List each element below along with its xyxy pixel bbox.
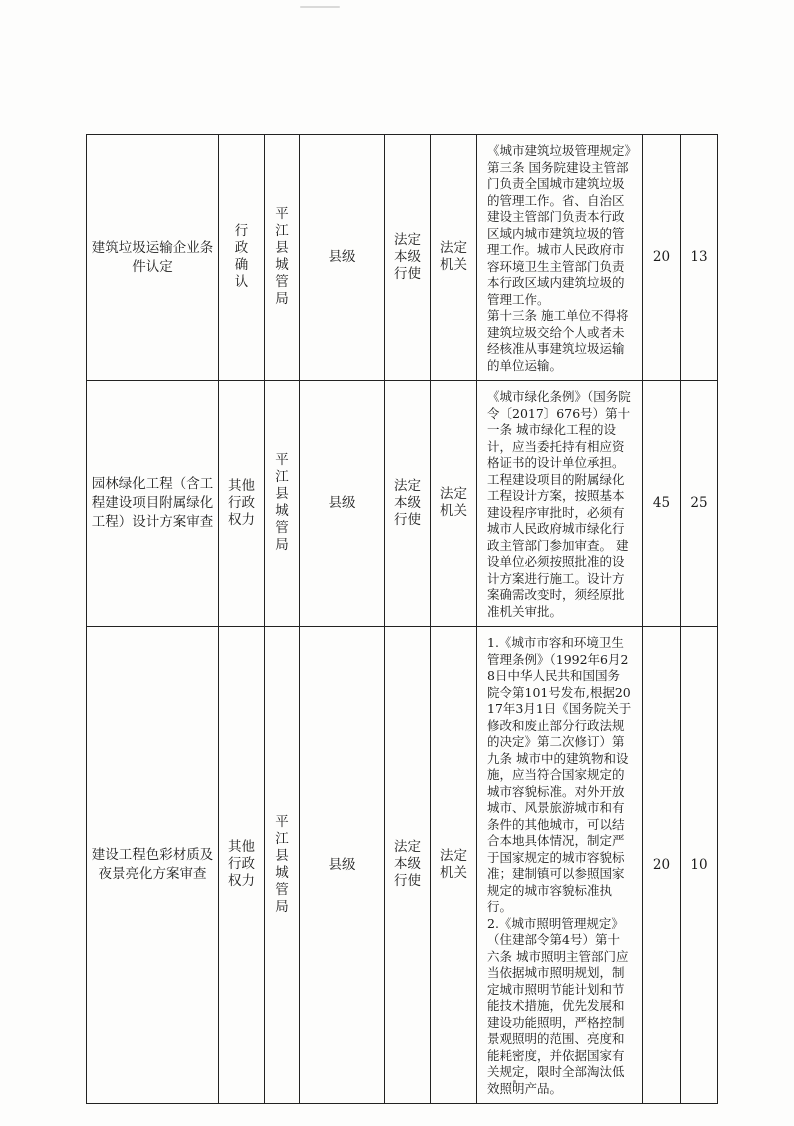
subject-cell: 法定机关 xyxy=(431,627,477,1104)
item-type-cell: 行政确认 xyxy=(219,135,265,381)
exercise-cell: 法定本级行使 xyxy=(385,135,431,381)
table-row xyxy=(87,381,718,627)
exercise-cell: 法定本级行使 xyxy=(385,381,431,627)
item-name-cell: 建筑垃圾运输企业条件认定 xyxy=(87,135,219,381)
level-cell: 县级 xyxy=(300,135,385,381)
subject-cell: 法定机关 xyxy=(431,381,477,627)
department-cell: 平江县城管局 xyxy=(265,381,300,627)
basis-paragraph: 第十三条 施工单位不得将建筑垃圾交给个人或者未经核准从事建筑垃圾运输的单位运输。 xyxy=(487,308,629,373)
legal-days-cell: 45 xyxy=(643,381,681,627)
item-name-cell: 建设工程色彩材质及夜景亮化方案审查 xyxy=(87,627,219,1104)
exercise-cell: 法定本级行使 xyxy=(385,627,431,1104)
basis-paragraph: 2.《城市照明管理规定》（住建部令第4号）第十六条 城市照明主管部门应当依据城市照明规划，制定城市照明节能计划和节能技术措施，优先发展和建设功能照明，严格控制景观照明的范围、亮度和能耗密度，并依据国家有关规定，限时全部淘汰低效照明产品。 xyxy=(487,915,629,1096)
legal-basis-cell xyxy=(477,627,643,1104)
department-cell: 平江县城管局 xyxy=(265,627,300,1104)
legal-days-cell: 20 xyxy=(643,627,681,1104)
promised-days-cell: 10 xyxy=(681,627,718,1104)
basis-paragraph: 1.《城市市容和环境卫生管理条例》（1992年6月28日中华人民共和国国务院令第101号发布,根据2017年3月1日《国务院关于修改和废止部分行政法规的决定》第二次修订）第九条 城市中的建筑物和设施，应当符合国家规定的城市容貌标准。对外开放城市、风景旅游城市和有条件的其他城市，可以结合本地具体情况，制定严于国家规定的城市容貌标准；建制镇可以参照国家规定的城市容貌标准执行。 xyxy=(487,635,632,914)
subject-cell: 法定机关 xyxy=(431,135,477,381)
level-cell: 县级 xyxy=(300,381,385,627)
item-type-cell: 其他行政权力 xyxy=(219,381,265,627)
promised-days-cell: 25 xyxy=(681,381,718,627)
basis-paragraph: 《城市绿化条例》（国务院令〔2017〕676号）第十一条 城市绿化工程的设计，应当委托持有相应资格证书的设计单位承担。 工程建设项目的附属绿化工程设计方案，按照基本建设程序审批时，必须有城市人民政府城市绿化行政主管部门参加审查。 建设单位必须按照批准的设计方案进行施工。设计方案确需改变时，须经原批准机关审批。 xyxy=(487,389,631,619)
basis-paragraph: 《城市建筑垃圾管理规定》第三条 国务院建设主管部门负责全国城市建筑垃圾的管理工作。省、自治区建设主管部门负责本行政区域内城市建筑垃圾的管理工作。城市人民政府市容环境卫生主管部门负责本行政区域内建筑垃圾的管理工作。 xyxy=(487,143,631,307)
power-list-table xyxy=(86,134,718,1104)
promised-days-cell: 13 xyxy=(681,135,718,381)
item-type-cell: 其他行政权力 xyxy=(219,627,265,1104)
table-row xyxy=(87,627,718,1104)
legal-days-cell: 20 xyxy=(643,135,681,381)
item-name-cell: 园林绿化工程（含工程建设项目附属绿化工程）设计方案审查 xyxy=(87,381,219,627)
legal-basis-cell xyxy=(477,135,643,381)
table-row xyxy=(87,135,718,381)
scan-speck xyxy=(300,6,340,8)
legal-basis-cell xyxy=(477,381,643,627)
level-cell: 县级 xyxy=(300,627,385,1104)
department-cell: 平江县城管局 xyxy=(265,135,300,381)
